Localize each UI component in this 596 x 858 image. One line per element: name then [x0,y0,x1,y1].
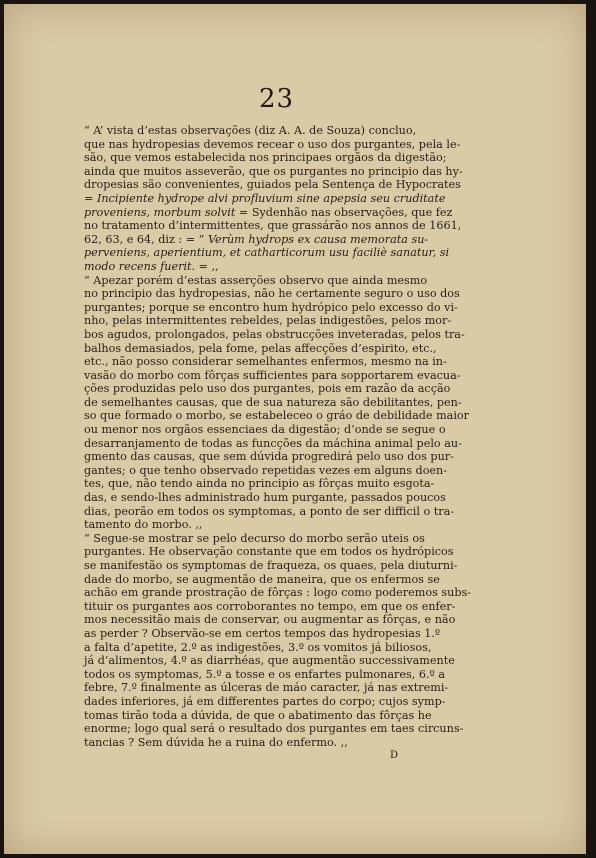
text-line [84,206,462,220]
text-line [84,382,462,396]
text-line [84,301,462,315]
text-segment: a falta d’apetite, 2.º as indigestões, 3.º os vomitos já biliosos, [84,640,432,654]
text-segment: “ Apezar porém d’estas asserções observo que ainda mesmo [84,273,428,287]
text-line [84,627,462,641]
text-segment: no principio das hydropesias, não he certamente seguro o uso dos [84,287,460,301]
text-segment: que nas hydropesias devemos recear o uso dos purgantes, pela le- [84,137,461,151]
text-line [84,192,462,206]
text-segment: são, que vemos estabelecida nos principaes orgãos da digestão; [84,151,447,165]
text-segment: = [84,191,97,205]
text-segment: todos os symptomas, 5.º a tosse e os enfartes pulmonares, 6.º a [84,667,446,681]
latin-quote-segment: perveniens, aperientium, et catharticorum usu faciliè sanatur, si [84,246,450,260]
text-line [84,573,462,587]
text-line [84,722,462,736]
text-line [84,138,462,152]
text-line [84,274,462,288]
text-line [84,260,462,274]
text-line [84,396,462,410]
text-line [84,219,462,233]
text-line [84,532,462,546]
text-segment: no tratamento d’intermittentes, que grassárão nos annos de 1661, [84,219,462,233]
latin-quote-segment: proveniens, morbum solvit [84,205,236,219]
latin-quote-segment: Incipiente hydrope alvi profluvium sine apepsia seu cruditate [96,191,446,205]
text-line [84,409,470,423]
text-segment: “ Segue-se mostrar se pelo decurso do morbo serão uteis os [84,531,425,545]
text-segment: as perder ? Observão-se em certos tempos das hydropesias 1.º [84,626,441,640]
text-segment: tamento do morbo. ,, [84,518,203,532]
text-segment: ções produzidas pelo uso dos purgantes, pois em razão da acção [84,382,451,396]
text-line [84,695,462,709]
text-segment: ou menor nos orgãos essenciaes da digestão; d’onde se segue o [84,423,446,437]
text-line [84,600,462,614]
book-page [4,4,586,854]
text-segment: gantes; o que tenho observado repetidas vezes em alguns doen- [84,463,448,477]
text-segment: vasão do morbo com fôrças sufficientes para sopportarem evacua- [84,368,461,382]
text-line [84,151,462,165]
text-line [84,246,462,260]
text-segment: purgantes; porque se encontro hum hydrópico pelo excesso do vi- [84,300,458,314]
text-line [84,668,462,682]
text-line [84,165,462,179]
text-line [84,641,462,655]
text-segment: tancias ? Sem dúvida he a ruina do enfermo. ,, [84,735,348,749]
text-segment: febre, 7.º finalmente as úlceras de máo caracter, já nas extremi- [84,681,449,695]
text-segment: desarranjamento de todas as funcções da máchina animal pelo au- [84,436,462,450]
text-line [84,355,462,369]
paragraph [84,273,470,532]
text-line [84,464,462,478]
text-segment: dades inferiores, já em differentes partes do corpo; cujos symp- [84,694,446,708]
text-line [84,681,462,695]
text-line [84,124,462,138]
text-line [84,545,462,559]
text-segment: bos agudos, prolongados, pelas obstrucções inveteradas, pelos tra- [84,327,465,341]
latin-quote-segment: Verùm hydrops ex causa memorata su- [207,232,429,246]
body-text [84,124,472,749]
text-line [84,586,472,600]
text-segment: enorme; logo qual será o resultado dos purgantes em taes circuns- [84,722,464,736]
text-segment: se manifestão os symptomas de fraqueza, os quaes, pela diuturni- [84,559,458,572]
text-line [84,233,462,247]
signature-mark: D [390,750,399,761]
text-segment: gmento das causas, que sem dúvida progredirá pelo uso dos pur- [84,450,454,464]
text-line [84,369,462,383]
text-line [84,178,462,192]
text-segment: ainda que muitos asseverão, que os purgantes no principio das hy- [84,164,463,178]
text-segment: dade do morbo, se augmentão de maneira, que os enfermos se [84,572,440,586]
page-number: 23 [259,84,295,114]
text-segment: etc., não posso considerar semelhantes enfermos, mesmo na in- [84,355,447,369]
text-line [84,709,462,723]
text-line [84,613,462,627]
text-line [84,314,462,328]
text-segment: balhos demasiados, pela fome, pelas affecções d’espirito, etc., [84,341,437,355]
text-segment: “ A’ vista d’estas observações (diz A. A. de Souza) concluo, [84,124,417,137]
latin-quote-segment: modo recens fuerit. [84,259,196,273]
paragraph [84,531,472,750]
text-segment: das, e sendo-lhes administrado hum purgante, passados poucos [84,491,446,505]
text-line [84,491,462,505]
text-line [84,287,462,301]
text-segment: = ,, [195,259,219,273]
text-segment: tes, que, não tendo ainda no principio as fôrças muito esgota- [84,477,435,491]
text-line [84,342,462,356]
text-segment: 62, 63, e 64, diz : = “ [84,232,208,246]
text-line [84,327,465,342]
text-line [84,437,462,451]
text-line [84,450,462,464]
text-line [84,423,462,437]
text-segment: já d’alimentos, 4.º as diarrhéas, que augmentão successivamente [84,654,455,668]
paragraph [84,124,462,274]
text-segment: de semelhantes causas, que de sua natureza são debilitantes, pen- [84,395,462,409]
text-segment: mos necessitão mais de conservar, ou augmentar as fôrças, e não [84,613,456,627]
text-segment: dias, peorão em todos os symptomas, a ponto de ser difficil o tra- [84,504,455,518]
text-line [84,654,462,668]
text-segment: tituir os purgantes aos corroborantes no tempo, em que os enfer- [84,599,456,613]
text-segment: dropesias são convenientes, guiados pela Sentença de Hypocrates [84,178,461,192]
text-line [84,477,462,491]
text-segment: tomas tirão toda a dúvida, de que o abatimento das fôrças he [84,708,432,722]
text-line [84,505,462,519]
text-line [84,559,462,573]
text-segment: achão em grande prostração de fôrças : logo como poderemos subs- [84,586,472,600]
text-segment: purgantes. He observação constante que em todos os hydrópicos [84,545,454,559]
text-segment: nho, pelas intermittentes rebeldes, pelas indigestões, pelos mor- [84,314,452,328]
text-segment: = Sydenhão nas observações, que fez [235,205,453,219]
text-line [84,736,462,750]
text-segment: so que formado o morbo, se estabeleceo o gráo de debilidade maior [84,409,470,423]
text-line [84,518,462,532]
